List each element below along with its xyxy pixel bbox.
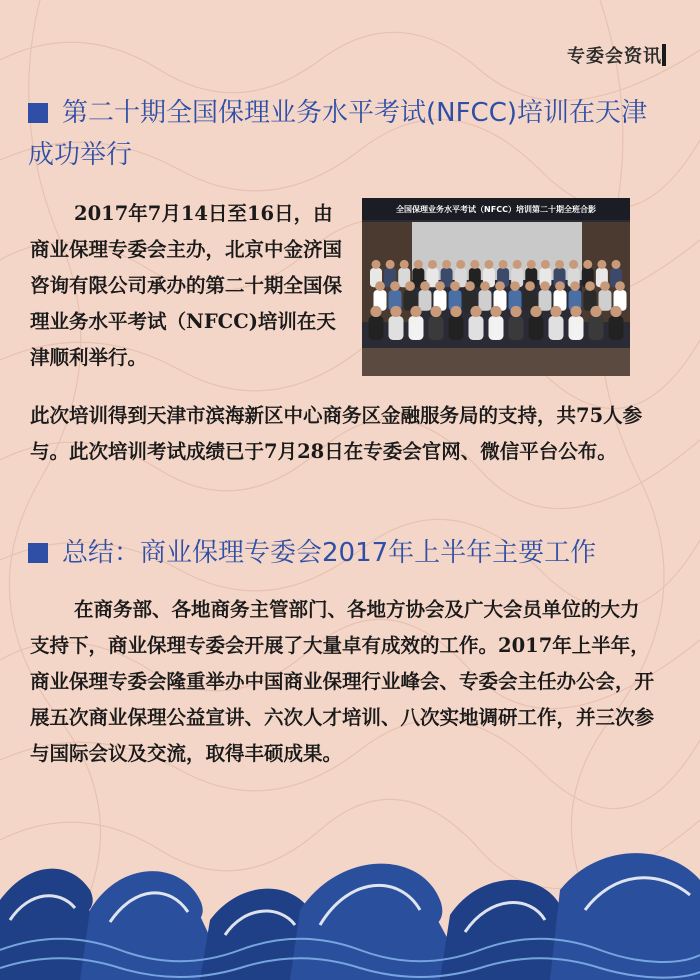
group-photo	[362, 198, 630, 376]
article-title-1-text: 第二十期全国保理业务水平考试(NFCC)培训在天津成功举行	[28, 98, 648, 170]
header-bar	[662, 44, 666, 66]
article-title-2-text: 总结：商业保理专委会2017年上半年主要工作	[62, 538, 597, 568]
group-photo-image	[362, 198, 630, 376]
decorative-waves	[0, 840, 700, 980]
article-2-paragraph	[30, 592, 655, 772]
group-photo-caption: 全国保理业务水平考试（NFCC）培训第二十期全班合影	[396, 205, 596, 214]
article-1-paragraph-b: 此次培训得到天津市滨海新区中心商务区金融服务局的支持，共75人参与。此次培训考试成绩已于7月28日在专委会官网、微信平台公布。	[30, 404, 643, 463]
title-bullet-square	[28, 543, 48, 563]
title-bullet-square	[28, 103, 48, 123]
section-tag: 专委会资讯	[567, 46, 662, 67]
article-1-paragraph-a	[30, 196, 352, 376]
article-title-2	[28, 532, 668, 574]
article-1-paragraph-a-text: 2017年7月14日至16日，由商业保理专委会主办，北京中金济国咨询有限公司承办的第二十期全国保理业务水平考试（NFCC)培训在天津顺利举行。	[30, 202, 343, 369]
article-title-1	[28, 92, 668, 176]
article-2-paragraph-text: 在商务部、各地商务主管部门、各地方协会及广大会员单位的大力支持下，商业保理专委会开展了大量卓有成效的工作。2017年上半年，商业保理专委会隆重举办中国商业保理行业峰会、专委会主任办公会，开展五次商业保理公益宣讲、六次人才培训、八次实地调研工作，并三次参与国际会议及交流，取得丰硕成果。	[30, 598, 655, 765]
